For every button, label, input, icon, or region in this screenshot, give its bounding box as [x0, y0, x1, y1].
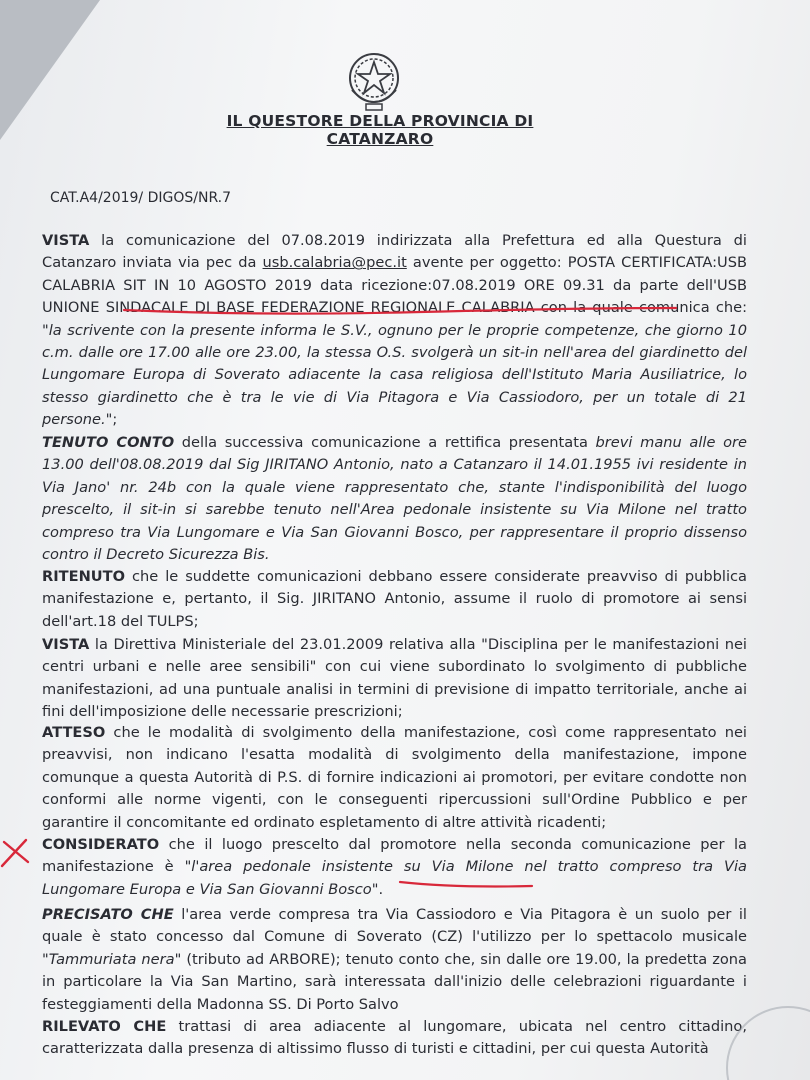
document-title: IL QUESTORE DELLA PROVINCIA DI CATANZARO	[226, 112, 534, 148]
paragraph-precisato: PRECISATO CHE l'area verde compresa tra Via Cassiodoro e Via Pitagora è un suolo per il quale è stato concesso dal Comune di Soverato (CZ) l'utilizzo per lo spettacolo musicale "Tammuriata nera" (tributo ad ARBORE); tenuto conto che, sin dalle ore 19.00, la predetta zona in particolare la Via San Martino, sarà interessata dall'inizio delle celebrazioni riguardante i festeggiamenti della Madonna SS. Di Porto Salvo	[42, 906, 747, 1013]
quoted-communication: "la scrivente con la presente informa le S.V., ognuno per le proprie competenze, che giorno 10 c.m. dalle ore 17.00 alle ore 23.00, la stessa O.S. svolgerà un sit-in nell'area del giardinetto del Lungomare Europa di Soverato adiacente la casa religiosa dell'Istituto Maria Ausiliatrice, lo stesso giardinetto che è tra le vie di Via Pitagora e Via Cassiodoro, per un totale di 21 persone."	[42, 321, 747, 429]
keyword-vista: VISTA	[42, 232, 90, 249]
paragraph-tenuto-conto: TENUTO CONTO della successiva comunicazione a rettifica presentata brevi manu alle ore 13.00 dell'08.08.2019 dal Sig JIRITANO Antonio, nato a Catanzaro il 14.01.1955 ivi residente in Via Jano' nr. 24b con la quale viene rappresentato che, stante l'indisponibilità del luogo prescelto, il sit-in si sarebbe tenuto nell'Area pedonale insistente su Via Milone nel tratto compreso tra Via Lungomare e Via San Giovanni Bosco, per rappresentare il proprio dissenso contro il Decreto Sicurezza Bis.	[42, 434, 748, 564]
paragraph-atteso: ATTESO che le modalità di svolgimento della manifestazione, così come rappresentato nei preavvisi, non indicano l'esatta modalità di svolgimento della manifestazione, impone comunque a questa Autorità di P.S. di fornire indicazioni ai promotori, per evitare condotte non conformi alle norme vigenti, con le conseguenti ripercussioni sull'Ordine Pubblico e per garantire il concomitante ed ordinato espletamento di altre attività ricadenti;	[42, 724, 747, 831]
paragraph-rilevato: RILEVATO CHE trattasi di area adiacente al lungomare, ubicata nel centro cittadino, caratterizzata dalla presenza di altissimo flusso di turisti e cittadini, per cui questa Autorità	[42, 1018, 747, 1058]
keyword-ritenuto: RITENUTO	[42, 568, 126, 585]
paragraph-vista-directive: VISTA la Direttiva Ministeriale del 23.01.2009 relativa alla "Disciplina per le manifestazioni nei centri urbani e nelle aree sensibili" con cui viene subordinato lo svolgimento di pubbliche manifestazioni, ad una puntuale analisi in termini di previsione di impatto territoriale, anche ai fini dell'imposizione delle necessarie prescrizioni;	[42, 636, 747, 721]
keyword-tenuto-conto: TENUTO CONTO	[42, 434, 175, 451]
keyword-precisato-che: PRECISATO CHE	[42, 906, 174, 923]
pen-cross-mark-icon	[0, 836, 34, 868]
paragraph-ritenuto: RITENUTO che le suddette comunicazioni debbano essere considerate preavviso di pubblica manifestazione e, pertanto, il Sig. JIRITANO Antonio, assume il ruolo di promotore ai sensi dell'art.18 del TULPS;	[42, 568, 747, 630]
keyword-atteso: ATTESO	[42, 724, 106, 741]
protocol-reference: CAT.A4/2019/ DIGOS/NR.7	[50, 190, 232, 206]
keyword-rilevato-che: RILEVATO CHE	[42, 1018, 167, 1035]
paragraph-considerato: CONSIDERATO che il luogo prescelto dal promotore nella seconda comunicazione per la manifestazione è "l'area pedonale insistente su Via Milone nel tratto compreso tra Via Lungomare Europa e Via San Giovanni Bosco".	[42, 836, 747, 898]
page-corner-shadow	[0, 0, 100, 140]
italian-republic-emblem-icon	[344, 48, 404, 114]
keyword-considerato: CONSIDERATO	[42, 836, 160, 853]
paragraph-vista-communication: VISTA la comunicazione del 07.08.2019 indirizzata alla Prefettura ed alla Questura di Catanzaro inviata via pec da usb.calabria@pec.it avente per oggetto: POSTA CERTIFICATA:USB CALABRIA SIT IN 10 AGOSTO 2019 data ricezione:07.08.2019 ORE 09.31 da parte dell'USB UNIONE SINDACALE DI BASE FEDERAZIONE REGIONALE CALABRIA con la quale comunica che: "la scrivente con la presente informa le S.V., ognuno per le proprie competenze, che giorno 10 c.m. dalle ore 17.00 alle ore 23.00, la stessa O.S. svolgerà un sit-in nell'area del giardinetto del Lungomare Europa di Soverato adiacente la casa religiosa dell'Istituto Maria Ausiliatrice, lo stesso giardinetto che è tra le vie di Via Pitagora e Via Cassiodoro, per un totale di 21 persone.";	[42, 232, 747, 429]
pec-email-address: usb.calabria@pec.it	[262, 254, 407, 272]
keyword-vista: VISTA	[42, 636, 90, 653]
